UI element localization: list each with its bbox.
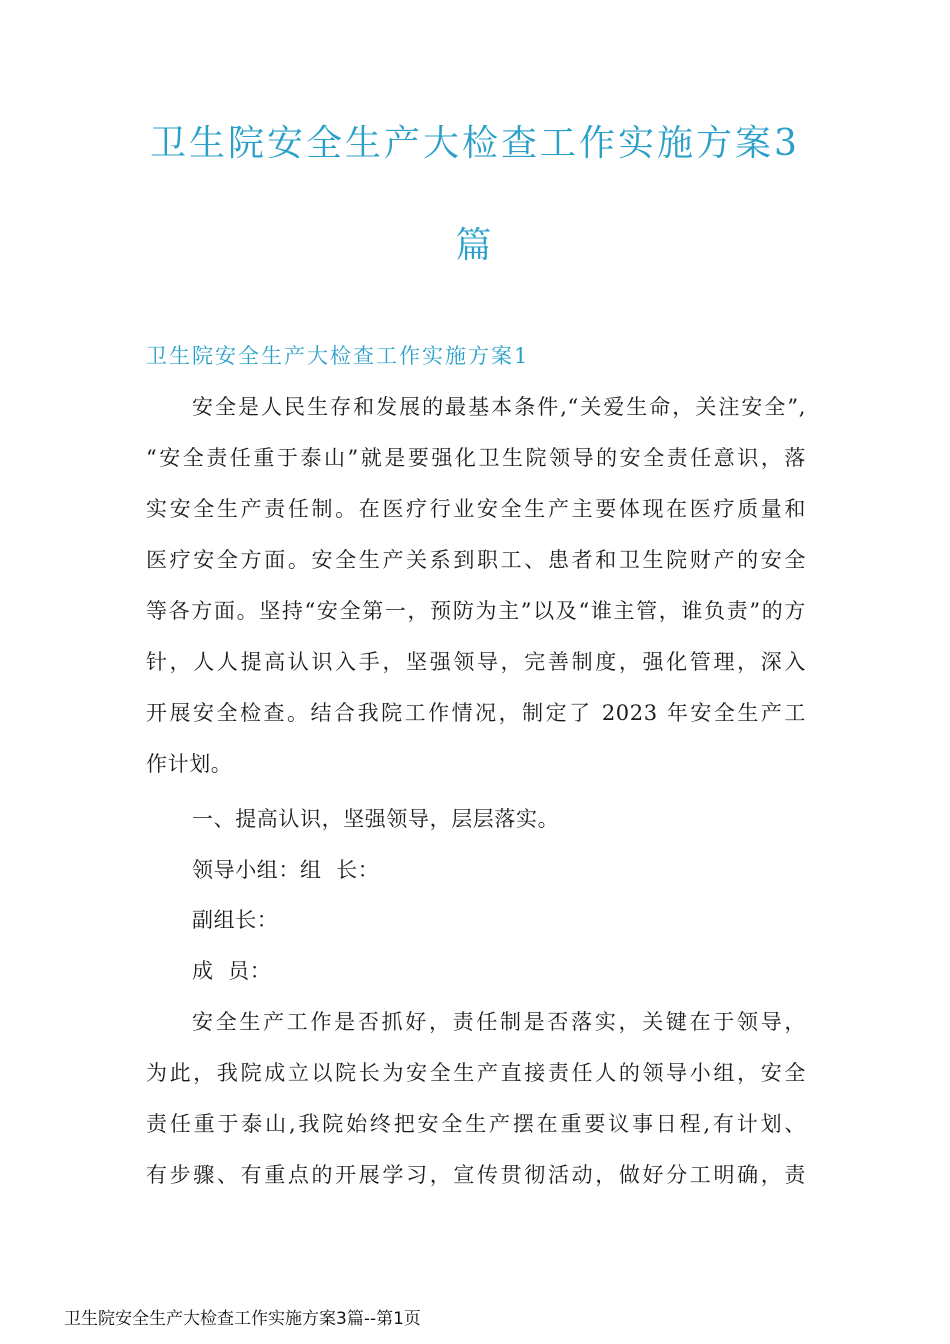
text-line: 安全生产工作是否抓好，责任制是否落实，关键在于领导， — [192, 1010, 806, 1034]
text-line: 针，人人提高认识入手，坚强领导，完善制度，强化管理，深入 — [146, 650, 806, 674]
paragraph-6 — [146, 997, 806, 1201]
text-line: 责任重于泰山,我院始终把安全生产摆在重要议事日程,有计划、 — [146, 1112, 806, 1136]
text-line: 医疗安全方面。安全生产关系到职工、患者和卫生院财产的安全 — [146, 548, 806, 572]
text-line: 副组长： — [192, 908, 279, 932]
text-line: 开展安全检查。结合我院工作情况，制定了 2023 年安全生产工 — [146, 701, 806, 725]
paragraph-1 — [146, 382, 806, 790]
document-title-line-1: 卫生院安全生产大检查工作实施方案3 — [150, 123, 800, 164]
paragraph-3 — [146, 845, 806, 896]
text-line: 等各方面。坚持“安全第一，预防为主”以及“谁主管，谁负责”的方 — [146, 599, 806, 623]
paragraph-2 — [146, 794, 806, 845]
text-line: 为此，我院成立以院长为安全生产直接责任人的领导小组，安全 — [146, 1061, 806, 1085]
paragraph-4 — [146, 895, 806, 946]
text-line: 作计划。 — [146, 752, 233, 776]
text-line: 领导小组：组 长： — [192, 858, 380, 882]
text-line: 实安全生产责任制。在医疗行业安全生产主要体现在医疗质量和 — [146, 497, 806, 521]
text-line: “安全责任重于泰山”就是要强化卫生院领导的安全责任意识，落 — [146, 446, 806, 470]
text-line: 成 员： — [192, 959, 272, 983]
section-heading: 卫生院安全生产大检查工作实施方案1 — [146, 344, 530, 368]
text-line: 安全是人民生存和发展的最基本条件,“关爱生命，关注安全”, — [192, 395, 806, 419]
paragraph-5 — [146, 946, 806, 997]
text-line: 有步骤、有重点的开展学习，宣传贯彻活动，做好分工明确，责 — [146, 1163, 806, 1187]
page-footer: 卫生院安全生产大检查工作实施方案3篇--第1页 — [64, 1309, 421, 1329]
text-line: 一、提高认识，坚强领导，层层落实。 — [192, 807, 560, 831]
document-title-line-2: 篇 — [455, 225, 495, 266]
